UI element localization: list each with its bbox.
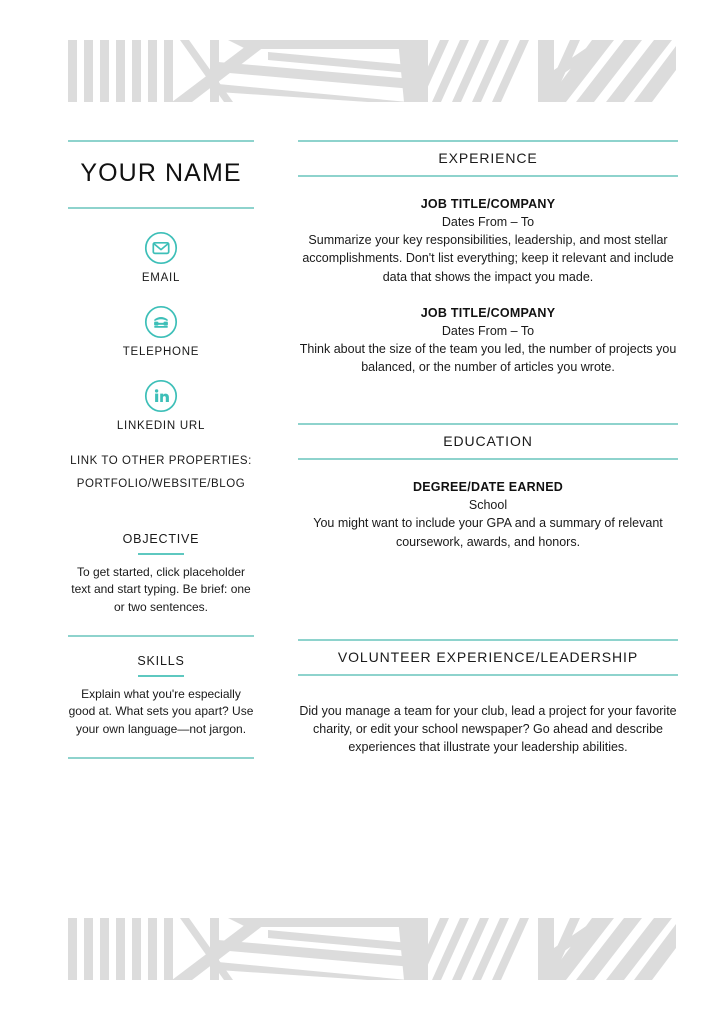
education-entry-school[interactable]: School bbox=[468, 498, 508, 513]
contact-linkedin-label: LINKEDIN URL bbox=[116, 419, 206, 432]
section-education bbox=[298, 423, 678, 551]
volunteer-title: VOLUNTEER EXPERIENCE/LEADERSHIP bbox=[337, 648, 639, 665]
skills-body[interactable]: Explain what you're especially good at. What sets you apart? Use your own language—not jargon. bbox=[68, 686, 254, 736]
header-ornament bbox=[68, 40, 676, 102]
sidebar-section-objective bbox=[68, 515, 254, 617]
candidate-name[interactable]: YOUR NAME bbox=[80, 159, 242, 187]
experience-entry-dates[interactable]: Dates From – To bbox=[441, 323, 535, 338]
experience-entry bbox=[298, 195, 678, 286]
envelope-icon bbox=[144, 231, 178, 265]
section-experience bbox=[298, 140, 678, 376]
experience-rule-bottom bbox=[298, 175, 678, 177]
contact-list bbox=[68, 209, 254, 432]
objective-title: OBJECTIVE bbox=[122, 531, 200, 546]
experience-entry-body[interactable]: Summarize your key responsibilities, leadership, and most stellar accomplishments. Don't list everything; keep it relevant and include data that shows the impact you made. bbox=[302, 233, 674, 284]
sidebar-section-skills bbox=[68, 637, 254, 739]
skills-title: SKILLS bbox=[137, 653, 185, 668]
volunteer-entry bbox=[298, 702, 678, 756]
contact-linkedin[interactable] bbox=[68, 379, 254, 432]
experience-entry bbox=[298, 304, 678, 377]
section-volunteer bbox=[298, 639, 678, 756]
experience-title: EXPERIENCE bbox=[438, 150, 538, 166]
sidebar-divider-2 bbox=[68, 757, 254, 759]
volunteer-rule-bottom bbox=[298, 674, 678, 676]
contact-email[interactable] bbox=[68, 231, 254, 284]
education-entry-title[interactable]: DEGREE/DATE EARNED bbox=[412, 480, 564, 495]
experience-entry-body[interactable]: Think about the size of the team you led, the number of projects you balanced, or the number of articles you wrote. bbox=[299, 341, 677, 374]
education-rule-bottom bbox=[298, 458, 678, 460]
linkedin-icon bbox=[144, 379, 178, 413]
education-entry bbox=[298, 478, 678, 551]
other-links-line-2[interactable]: PORTFOLIO/WEBSITE/BLOG bbox=[76, 478, 246, 491]
footer-ornament bbox=[68, 918, 676, 980]
telephone-icon bbox=[144, 305, 178, 339]
experience-entry-title[interactable]: JOB TITLE/COMPANY bbox=[420, 305, 556, 320]
sidebar bbox=[68, 140, 254, 759]
other-links-line-1[interactable]: LINK TO OTHER PROPERTIES: bbox=[70, 454, 252, 467]
education-title: EDUCATION bbox=[443, 433, 533, 450]
objective-accent-rule bbox=[138, 553, 184, 555]
contact-email-label: EMAIL bbox=[141, 271, 181, 284]
education-entry-body[interactable]: You might want to include your GPA and a summary of relevant coursework, awards, and honors. bbox=[313, 516, 663, 549]
objective-body[interactable]: To get started, click placeholder text and start typing. Be brief: one or two sentences. bbox=[71, 564, 251, 615]
skills-accent-rule bbox=[138, 675, 184, 677]
contact-telephone[interactable] bbox=[68, 305, 254, 358]
experience-entry-title[interactable]: JOB TITLE/COMPANY bbox=[420, 197, 556, 211]
main-content bbox=[298, 140, 678, 756]
contact-telephone-label: TELEPHONE bbox=[122, 345, 200, 358]
volunteer-entry-body[interactable]: Did you manage a team for your club, lead a project for your favorite charity, or edit your school newspaper? Go ahead and describe experiences that illustrate your leadership abilities. bbox=[299, 703, 677, 754]
experience-entry-dates[interactable]: Dates From – To bbox=[441, 215, 535, 230]
